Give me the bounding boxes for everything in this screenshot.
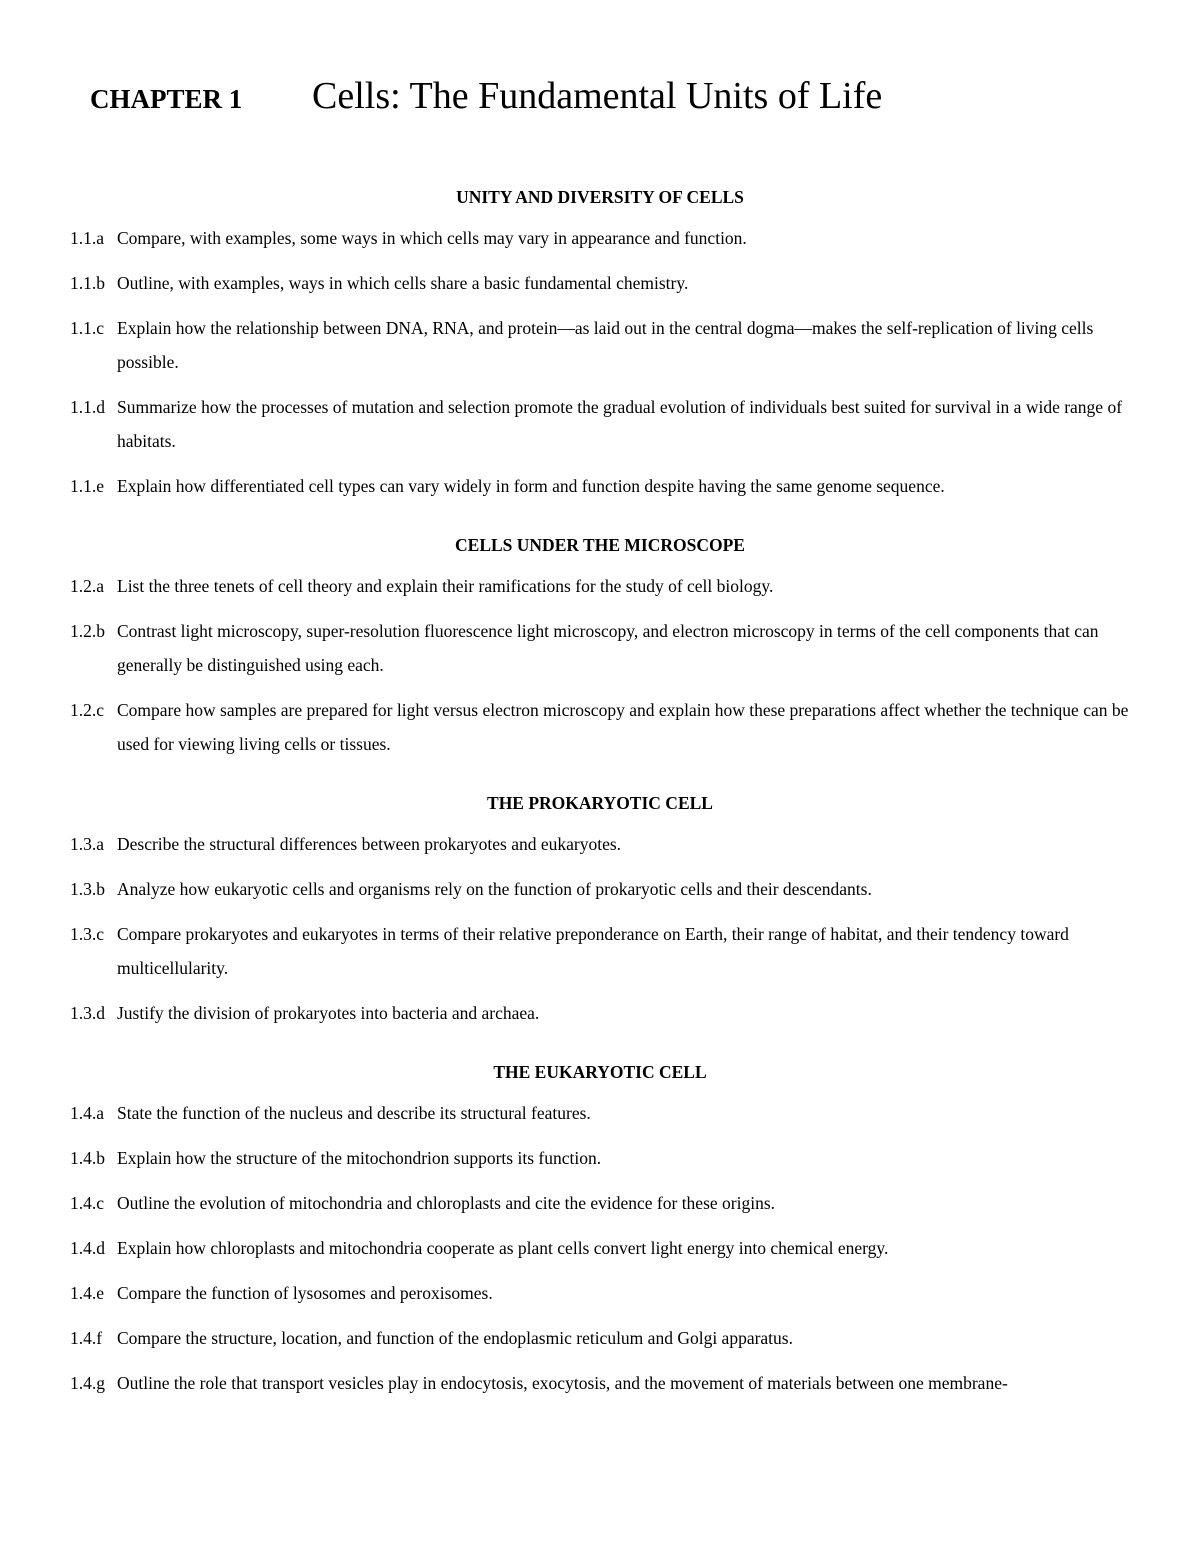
section-prokaryotic-cell (70, 791, 1130, 1030)
objective-text: Compare how samples are prepared for light versus electron microscopy and explain how these preparations affect whether the technique can be used for viewing living cells or tissues. (117, 700, 1129, 754)
chapter-label: CHAPTER 1 (90, 84, 243, 114)
objective-number: 1.1.c (70, 318, 105, 338)
objective-item (70, 311, 1130, 379)
objective-text: Explain how the structure of the mitochondrion supports its function. (117, 1148, 602, 1168)
objective-number: 1.3.a (70, 834, 105, 854)
chapter-title: Cells: The Fundamental Units of Life (312, 75, 883, 117)
objective-number: 1.4.g (70, 1373, 105, 1393)
objective-text: Justify the division of prokaryotes into bacteria and archaea. (117, 1003, 540, 1023)
objectives-content (70, 185, 1130, 1430)
objective-item (70, 1366, 1130, 1400)
objective-item (70, 221, 1130, 255)
objective-text: Outline the evolution of mitochondria and chloroplasts and cite the evidence for these origins. (117, 1193, 776, 1213)
objective-number: 1.1.b (70, 273, 105, 293)
objective-text: Compare prokaryotes and eukaryotes in terms of their relative preponderance on Earth, their range of habitat, and their tendency toward multicellularity. (117, 924, 1069, 978)
objective-number: 1.4.b (70, 1148, 105, 1168)
objective-item (70, 1096, 1130, 1130)
objective-text: Explain how chloroplasts and mitochondria cooperate as plant cells convert light energy into chemical energy. (117, 1238, 889, 1258)
section-heading: UNITY AND DIVERSITY OF CELLS (456, 187, 744, 207)
objective-number: 1.2.a (70, 576, 105, 596)
objective-item (70, 469, 1130, 503)
objective-item (70, 872, 1130, 906)
objective-item (70, 1321, 1130, 1355)
objective-text: List the three tenets of cell theory and explain their ramifications for the study of cell biology. (117, 576, 774, 596)
section-unity-diversity (70, 185, 1130, 503)
objective-text: Summarize how the processes of mutation and selection promote the gradual evolution of individuals best suited for survival in a wide range of habitats. (117, 397, 1123, 451)
objective-number: 1.3.b (70, 879, 105, 899)
section-heading: THE EUKARYOTIC CELL (493, 1062, 707, 1082)
objective-number: 1.1.a (70, 228, 105, 248)
objective-text: Explain how the relationship between DNA, RNA, and protein—as laid out in the central dogma—makes the self-replication of living cells possible. (117, 318, 1094, 372)
objective-item (70, 614, 1130, 682)
objective-number: 1.2.c (70, 700, 105, 720)
objective-item (70, 1186, 1130, 1220)
objective-number: 1.4.a (70, 1103, 105, 1123)
objective-text: Contrast light microscopy, super-resolution fluorescence light microscopy, and electron microscopy in terms of the cell components that can generally be distinguished using each. (117, 621, 1099, 675)
objective-item (70, 1276, 1130, 1310)
objective-number: 1.4.e (70, 1283, 105, 1303)
objective-item (70, 996, 1130, 1030)
objective-number: 1.1.d (70, 397, 105, 417)
objective-number: 1.3.c (70, 924, 105, 944)
objective-text: Compare the structure, location, and function of the endoplasmic reticulum and Golgi apparatus. (117, 1328, 793, 1348)
objective-text: Compare the function of lysosomes and peroxisomes. (117, 1283, 493, 1303)
section-eukaryotic-cell (70, 1060, 1130, 1400)
objective-item (70, 917, 1130, 985)
objective-number: 1.4.f (70, 1328, 103, 1348)
objective-item (70, 827, 1130, 861)
objective-item (70, 569, 1130, 603)
objective-text: Explain how differentiated cell types can vary widely in form and function despite having the same genome sequence. (117, 476, 945, 496)
objective-item (70, 693, 1130, 761)
objective-number: 1.3.d (70, 1003, 105, 1023)
objective-text: Outline, with examples, ways in which cells share a basic fundamental chemistry. (117, 273, 689, 293)
objective-item (70, 1231, 1130, 1265)
section-heading: CELLS UNDER THE MICROSCOPE (455, 535, 745, 555)
objective-number: 1.4.d (70, 1238, 105, 1258)
objective-number: 1.2.b (70, 621, 105, 641)
objective-text: Analyze how eukaryotic cells and organisms rely on the function of prokaryotic cells and their descendants. (117, 879, 872, 899)
objective-text: Outline the role that transport vesicles play in endocytosis, exocytosis, and the movement of materials between one membrane- (117, 1373, 1008, 1393)
objective-text: State the function of the nucleus and describe its structural features. (117, 1103, 591, 1123)
objective-item (70, 1141, 1130, 1175)
section-cells-microscope (70, 533, 1130, 761)
objective-item (70, 390, 1130, 458)
objective-item (70, 266, 1130, 300)
objective-number: 1.4.c (70, 1193, 105, 1213)
section-heading: THE PROKARYOTIC CELL (487, 793, 713, 813)
objective-text: Compare, with examples, some ways in which cells may vary in appearance and function. (117, 228, 747, 248)
objective-number: 1.1.e (70, 476, 105, 496)
chapter-header (90, 74, 1130, 124)
objective-text: Describe the structural differences between prokaryotes and eukaryotes. (117, 834, 622, 854)
